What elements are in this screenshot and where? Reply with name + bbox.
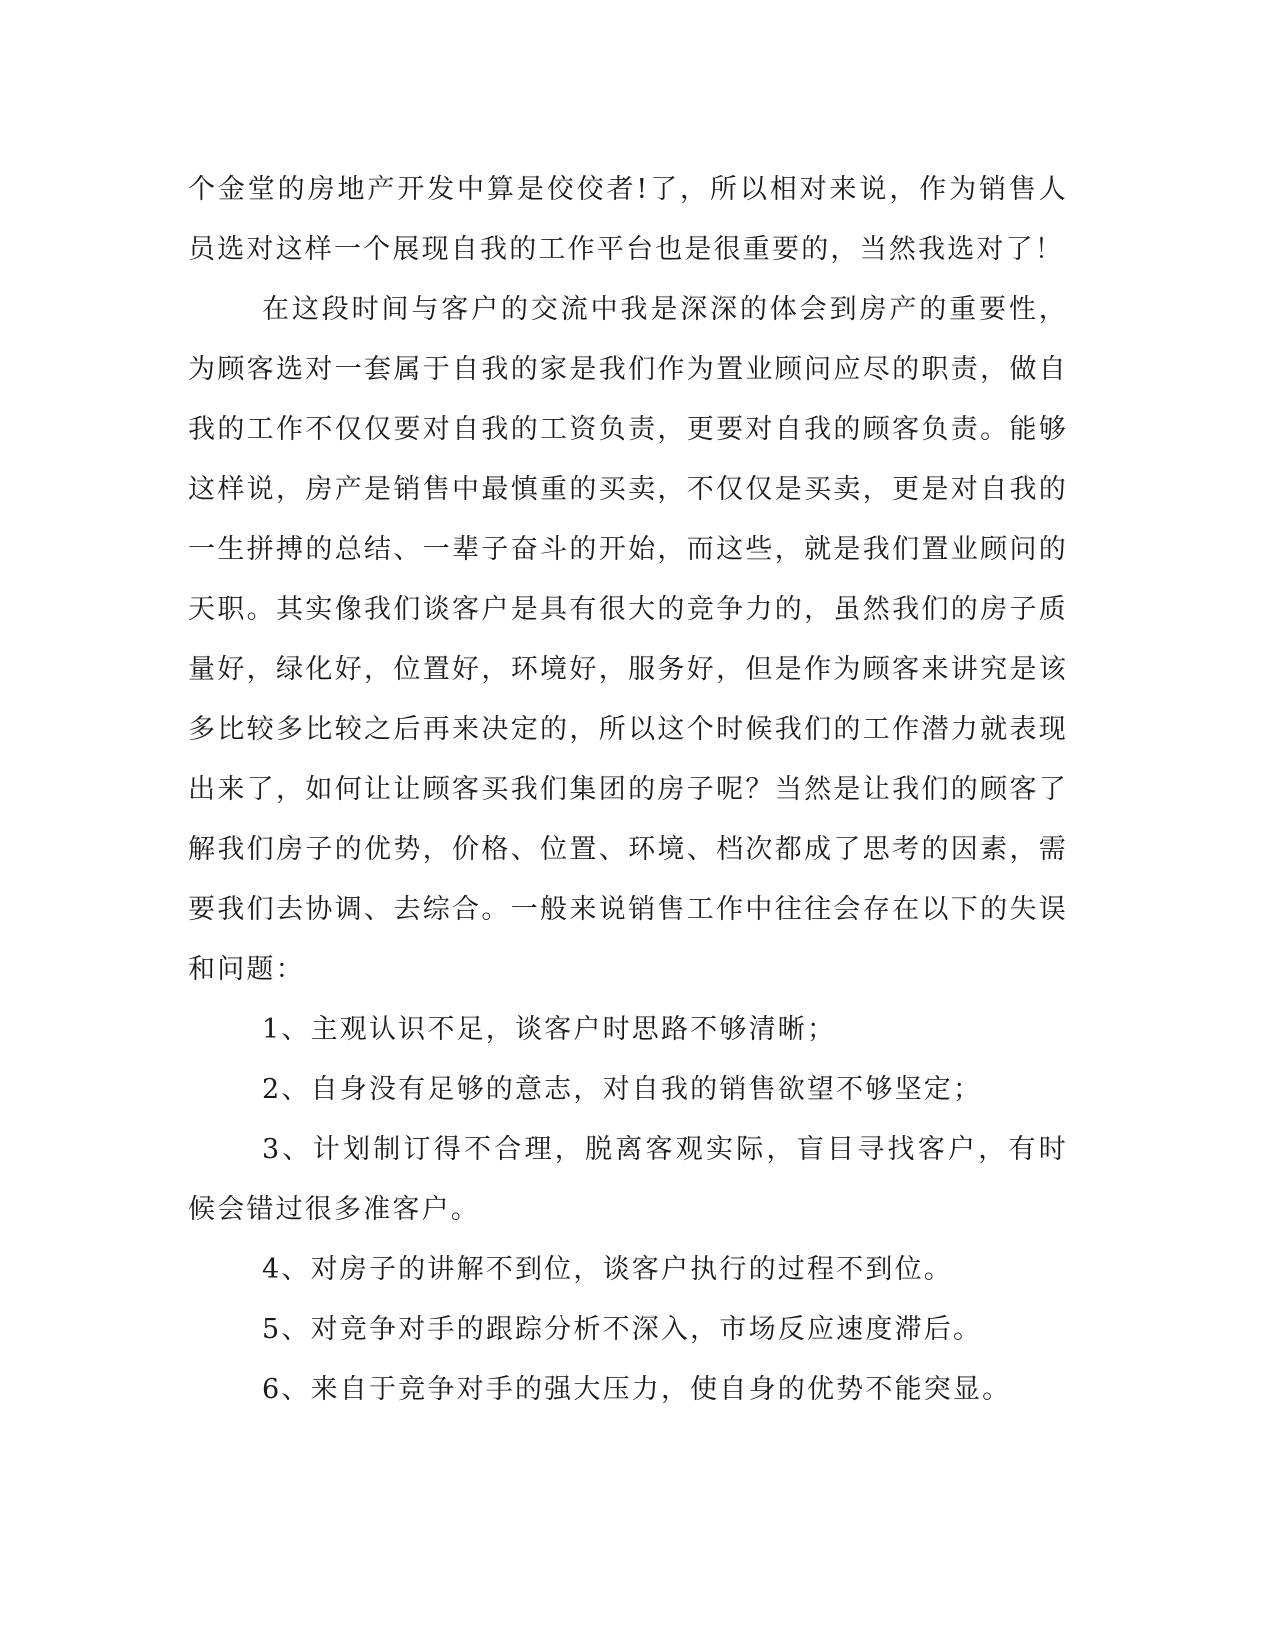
- list-item-2: 2、自身没有足够的意志，对自我的销售欲望不够坚定；: [262, 1074, 983, 1105]
- paragraph-customer-communication: 在这段时间与客户的交流中我是深深的体会到房产的重要性，为顾客选对一套属于自我的家是我们作为置业顾问应尽的职责，做自我的工作不仅仅要对自我的工资负责，更要对自我的顾客负责。能够这样说，房产是销售中最慎重的买卖，不仅仅是买卖，更是对自我的一生拼搏的总结、一辈子奋斗的开始，而这些，就是我们置业顾问的天职。其实像我们谈客户是具有很大的竞争力的，虽然我们的房子质量好，绿化好，位置好，环境好，服务好，但是作为顾客来讲究是该多比较多比较之后再来决定的，所以这个时候我们的工作潜力就表现出来了，如何让让顾客买我们集团的房子呢？当然是让我们的顾客了解我们房子的优势，价格、位置、环境、档次都成了思考的因素，需要我们去协调、去综合。一般来说销售工作中往往会存在以下的失误和问题：: [188, 294, 1068, 985]
- list-item-5: 5、对竞争对手的跟踪分析不深入，市场反应速度滞后。: [262, 1314, 983, 1345]
- list-item-3: 3、计划制订得不合理，脱离客观实际，盲目寻找客户，有时候会错过很多准客户。: [188, 1134, 1068, 1225]
- document-body: [188, 160, 1068, 1420]
- list-item-6: 6、来自于竞争对手的强大压力，使自身的优势不能突显。: [262, 1374, 1012, 1405]
- paragraph-intro-continuation: 个金堂的房地产开发中算是佼佼者!了，所以相对来说，作为销售人员选对这样一个展现自我的工作平台也是很重要的，当然我选对了！: [188, 174, 1068, 265]
- list-item-1: 1、主观认识不足，谈客户时思路不够清晰；: [262, 1014, 837, 1045]
- list-item-4: 4、对房子的讲解不到位，谈客户执行的过程不到位。: [262, 1254, 953, 1285]
